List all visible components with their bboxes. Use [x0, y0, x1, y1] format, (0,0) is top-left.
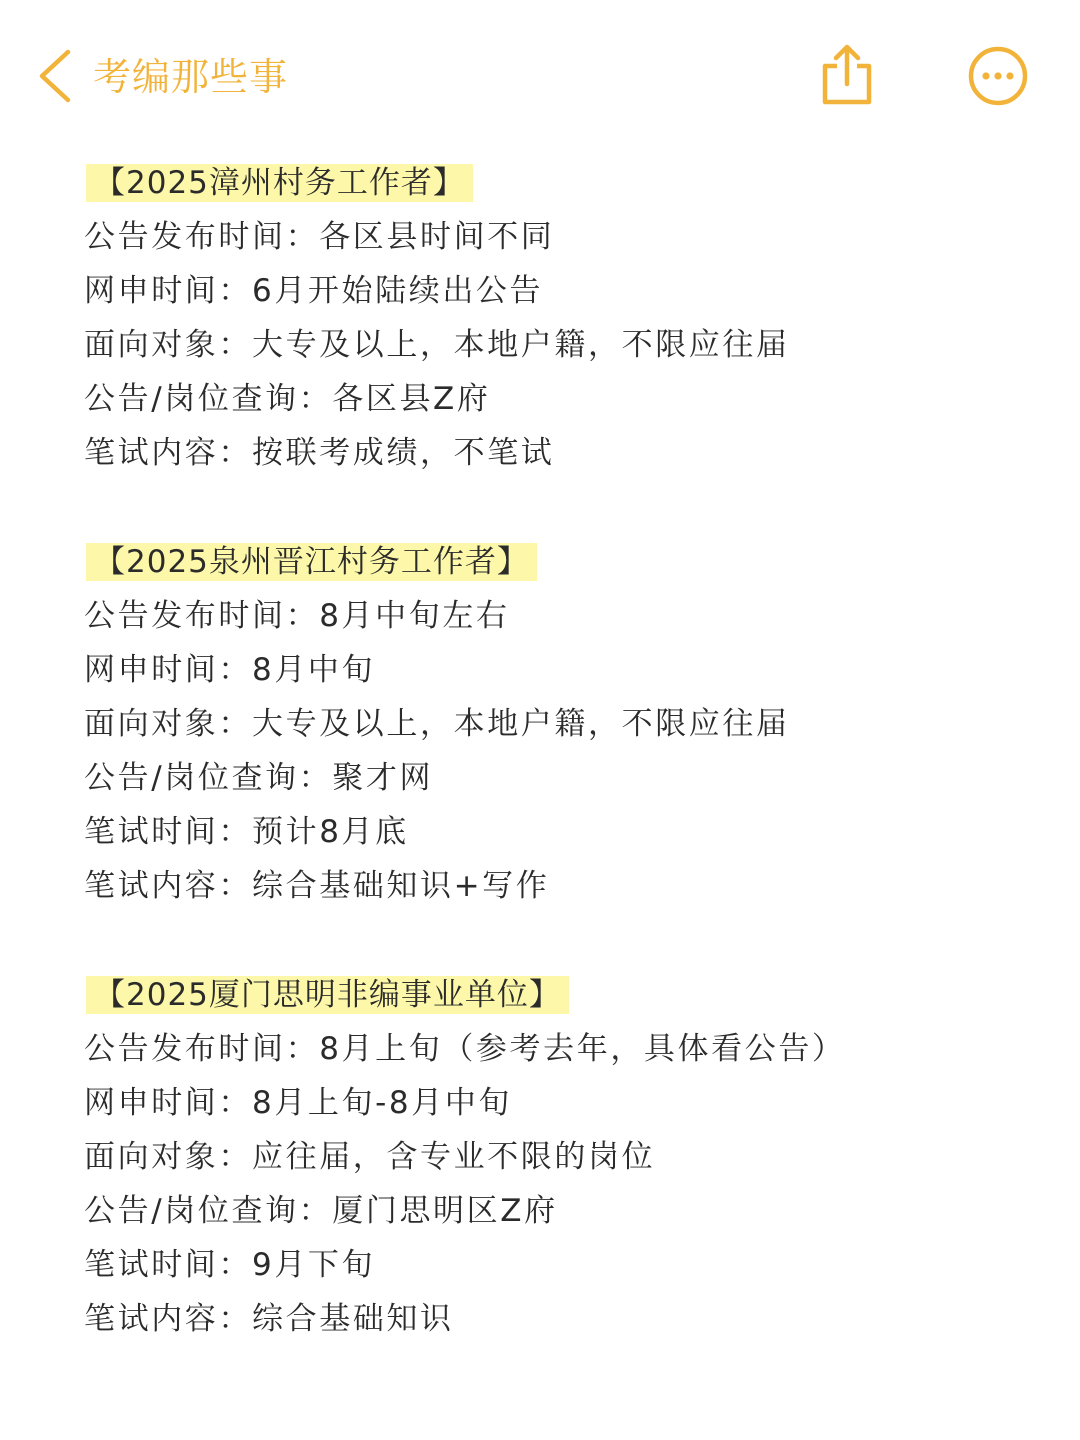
- field-label: 面向对象：: [84, 706, 252, 742]
- field-value: 各区县Z府: [332, 381, 491, 417]
- field-value: 大专及以上，本地户籍，不限应往届: [252, 706, 790, 742]
- note-line: [84, 697, 1044, 751]
- field-value: 8月上旬（参考去年，具体看公告）: [319, 1031, 846, 1067]
- note-line: [84, 1184, 1044, 1238]
- note-line: [84, 1292, 1044, 1346]
- note-line: [84, 643, 1044, 697]
- note-line: [84, 210, 1044, 264]
- field-value: 6月开始陆续出公告: [252, 273, 544, 309]
- section-zhangzhou: [84, 156, 1044, 480]
- note-line: [84, 751, 1044, 805]
- note-line: [84, 372, 1044, 426]
- field-label: 网申时间：: [84, 652, 252, 688]
- section-title: 【2025厦门思明非编事业单位】: [86, 968, 569, 1022]
- note-line: [84, 1130, 1044, 1184]
- section-title: 【2025泉州晋江村务工作者】: [86, 535, 537, 589]
- field-label: 笔试时间：: [84, 814, 252, 850]
- field-label: 笔试内容：: [84, 435, 252, 471]
- field-label: 公告/岗位查询：: [84, 760, 333, 796]
- share-button[interactable]: [815, 42, 879, 108]
- note-line: [84, 1022, 1044, 1076]
- field-label: 公告/岗位查询：: [84, 381, 333, 417]
- field-value: 应往届，含专业不限的岗位: [252, 1139, 656, 1175]
- field-label: 公告发布时间：: [84, 219, 320, 255]
- note-body[interactable]: [84, 156, 1044, 1346]
- note-line: [84, 859, 1044, 913]
- note-line: [84, 318, 1044, 372]
- note-line: [84, 589, 1044, 643]
- field-value: 预计8月底: [252, 814, 409, 850]
- note-line: [84, 1238, 1044, 1292]
- field-label: 网申时间：: [84, 273, 252, 309]
- more-icon: [966, 44, 1030, 108]
- section-jinjiang: [84, 535, 1044, 913]
- field-value: 8月中旬: [252, 652, 376, 688]
- folder-title[interactable]: 考编那些事: [93, 55, 289, 99]
- field-label: 面向对象：: [84, 327, 252, 363]
- more-button[interactable]: [966, 44, 1030, 108]
- section-title: 【2025漳州村务工作者】: [86, 156, 473, 210]
- field-label: 面向对象：: [84, 1139, 252, 1175]
- field-label: 公告发布时间：: [84, 598, 320, 634]
- note-line: [84, 426, 1044, 480]
- section-siming: [84, 968, 1044, 1346]
- field-value: 聚才网: [332, 760, 434, 796]
- field-label: 笔试时间：: [84, 1247, 252, 1283]
- share-icon: [815, 42, 879, 108]
- field-value: 8月上旬-8月中旬: [252, 1085, 513, 1121]
- field-value: 大专及以上，本地户籍，不限应往届: [252, 327, 790, 363]
- field-label: 公告发布时间：: [84, 1031, 320, 1067]
- field-value: 各区县时间不同: [319, 219, 555, 255]
- field-value: 9月下旬: [252, 1247, 376, 1283]
- back-button[interactable]: [30, 44, 90, 108]
- field-value: 8月中旬左右: [319, 598, 510, 634]
- field-value: 综合基础知识+写作: [252, 868, 550, 904]
- field-value: 按联考成绩，不笔试: [252, 435, 555, 471]
- field-label: 公告/岗位查询：: [84, 1193, 333, 1229]
- field-label: 笔试内容：: [84, 868, 252, 904]
- field-label: 网申时间：: [84, 1085, 252, 1121]
- field-value: 综合基础知识: [252, 1301, 454, 1337]
- note-line: [84, 1076, 1044, 1130]
- chevron-left-icon: [30, 44, 90, 108]
- field-label: 笔试内容：: [84, 1301, 252, 1337]
- field-value: 厦门思明区Z府: [332, 1193, 558, 1229]
- nav-bar: [0, 0, 1080, 150]
- note-line: [84, 264, 1044, 318]
- note-line: [84, 805, 1044, 859]
